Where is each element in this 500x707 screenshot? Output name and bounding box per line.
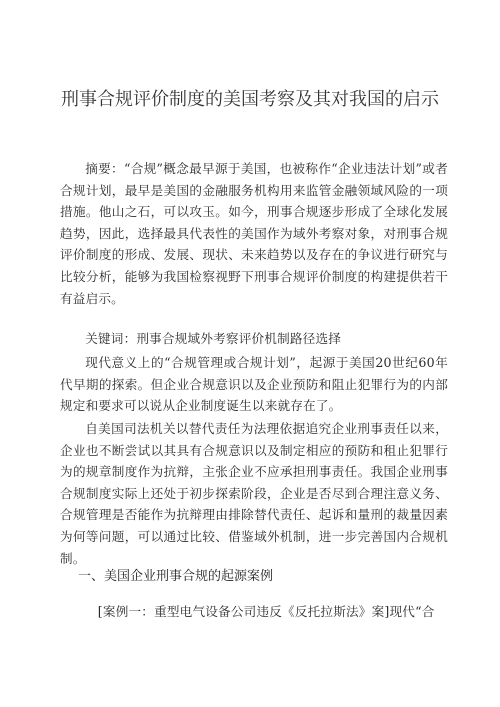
- body-paragraph-origin: 现代意义上的“合规管理或合规计划”，起源于美国20世纪60年代早期的探索。但企业合规意识以及企业预防和阻止犯罪行为的内部规定和要求可以说从企业制度诞生以来就存在了。: [60, 355, 448, 414]
- case-one-paragraph: [案例一：重型电气设备公司违反《反托拉斯法》案]现代“合: [97, 604, 435, 619]
- document-title: 刑事合规评价制度的美国考察及其对我国的启示: [61, 89, 439, 110]
- keywords-line: 关键词：刑事合规域外考察评价机制路径选择: [85, 331, 342, 346]
- body-paragraph-defense: 自美国司法机关以替代责任为法理依据追究企业刑事责任以来，企业也不断尝试以其具有合规意识以及制定相应的预防和租止犯罪行为的规章制度作为抗辩，主张企业不应承担刑事责任。我国企业刑事合规制度实际上还处于初步探索阶段，企业是否尽到合理注意义务、合规管理是否能作为抗辩理由排除替代责任、起诉和量刑的裁量因素为何等问题，可以通过比较、借鉴域外机制，进一步完善国内合规机制。: [60, 421, 448, 566]
- section-heading-origin-cases: 一、美国企业刑事合规的起源案例: [78, 569, 274, 584]
- abstract-paragraph: 摘要：“合规”概念最早源于美国，也被称作“企业违法计划”或者合规计划，最早是美国的金融服务机构用来监管金融领域风险的一项措施。他山之石，可以攻玉。如今，刑事合规逐步形成了全球化发展趋势，因此，选择最具代表性的美国作为域外考察对象，对刑事合规评价制度的形成、发展、现状、未来趋势以及存在的争议进行研究与比较分析，能够为我国检察视野下刑事合规评价制度的构建提供若干有益启示。: [60, 161, 448, 306]
